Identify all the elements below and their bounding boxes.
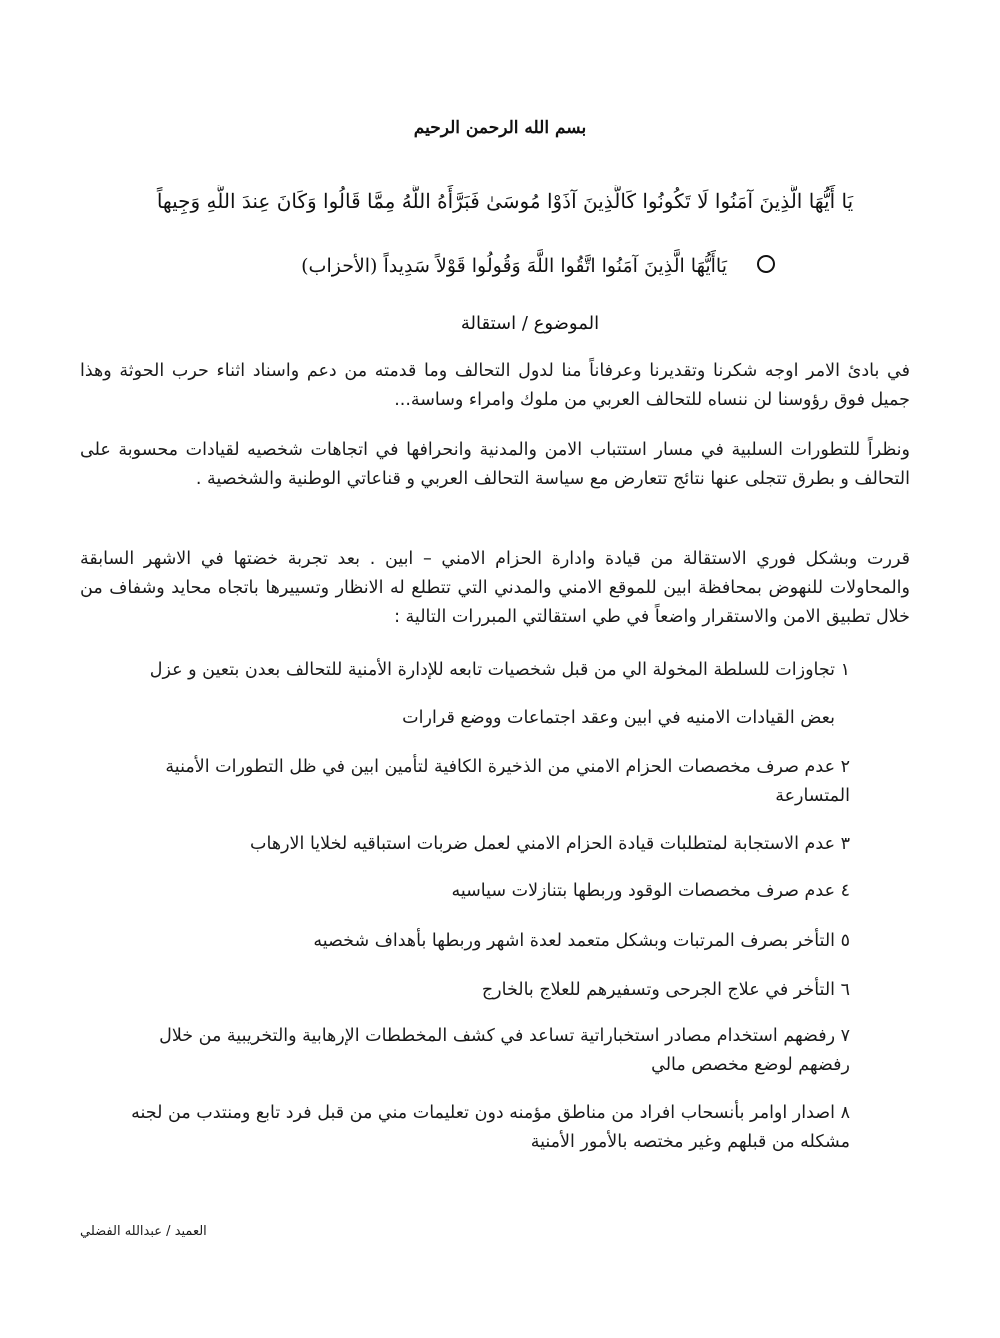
- subject-line: الموضوع / استقالة: [460, 313, 600, 334]
- list-item-4: ٤ عدم صرف مخصصات الوقود وربطها بتنازلات سياسيه: [451, 881, 850, 901]
- paragraph-resignation-decision: قررت وبشكل فوري الاستقالة من قيادة وادارة الحزام الامني – ابين . بعد تجربة خضتها في الاشهر السابقة والمحاولات للنهوض بمحافظة ابين للموقع الامني والمدني التي تتطلع له الانظار وتسييرها باتجاه محايد وشفاف من خلال تطبيق الامن والاستقرار واضعاً في طي استقالتي المبررات التالية :: [80, 549, 910, 627]
- list-item-2: ٢ عدم صرف مخصصات الحزام الامني من الذخيرة الكافية لتأمين ابين في ظل التطورات الأمنية المتسارعة: [165, 757, 850, 806]
- circle-bullet-icon: [757, 255, 775, 273]
- list-item-8: ٨ اصدار اوامر بأنسحاب افراد من مناطق مؤمنه دون تعليمات مني من قبل فرد تابع ومنتدب من لجنه مشكله من قبلهم وغير مختصه بالأمور الأمنية: [131, 1103, 850, 1152]
- list-item-3: ٣ عدم الاستجابة لمتطلبات قيادة الحزام الامني لعمل ضربات استباقيه لخلايا الارهاب: [250, 834, 850, 854]
- signature: العميد / عبدالله الفضلي: [80, 1224, 207, 1239]
- paragraph-gratitude: في بادئ الامر اوجه شكرنا وتقديرنا وعرفاناً منا لدول التحالف وما قدمته من دعم واسناد اثناء حرب الحوثة وهذا جميل فوق رؤوسنا لن ننساه للتحالف العربي من ملوك وامراء وساسة...: [80, 361, 910, 410]
- quran-verse-2: يَاأَيُّهَا الَّذِينَ آمَنُوا اتَّقُوا اللَّهَ وَقُولُوا قَوْلاً سَدِيداً (الأحزاب): [301, 255, 727, 277]
- list-item-1-continued: بعض القيادات الامنيه في ابين وعقد اجتماعات ووضع قرارات: [402, 708, 835, 728]
- paragraph-reasons-intro: ونظراً للتطورات السلبية في مسار استتباب الامن والمدنية وانحرافها في اتجاهات شخصيه لقيادات محسوبة على التحالف و بطرق تتجلى عنها نتائج تتعارض مع سياسة التحالف العربي و قناعاتي الوطنية والشخصية .: [80, 440, 910, 489]
- basmala-heading: بسم الله الرحمن الرحيم: [413, 118, 587, 138]
- list-item-5: ٥ التأخر بصرف المرتبات وبشكل متعمد لعدة اشهر وربطها بأهداف شخصيه: [313, 931, 850, 951]
- quran-verse-1: يَا أَيُّهَا الَّذِينَ آمَنُوا لَا تَكُونُوا كَالَّذِينَ آذَوْا مُوسَىٰ فَبَرَّأَهُ اللَّهُ مِمَّا قَالُوا وَكَانَ عِندَ اللَّهِ وَجِيهاً: [156, 189, 854, 213]
- quran-verse-2-row: [235, 250, 775, 282]
- list-item-1: ١ تجاوزات للسلطة المخولة الي من قبل شخصيات تابعه للإدارة الأمنية للتحالف بعدن بتعين و عزل: [149, 660, 850, 680]
- list-item-7: ٧ رفضهم استخدام مصادر استخباراتية تساعد في كشف المخططات الإرهابية والتخريبية من خلال رفضهم لوضع مخصص مالي: [159, 1026, 850, 1075]
- list-item-6: ٦ التأخر في علاج الجرحى وتسفيرهم للعلاج بالخارج: [481, 980, 850, 1000]
